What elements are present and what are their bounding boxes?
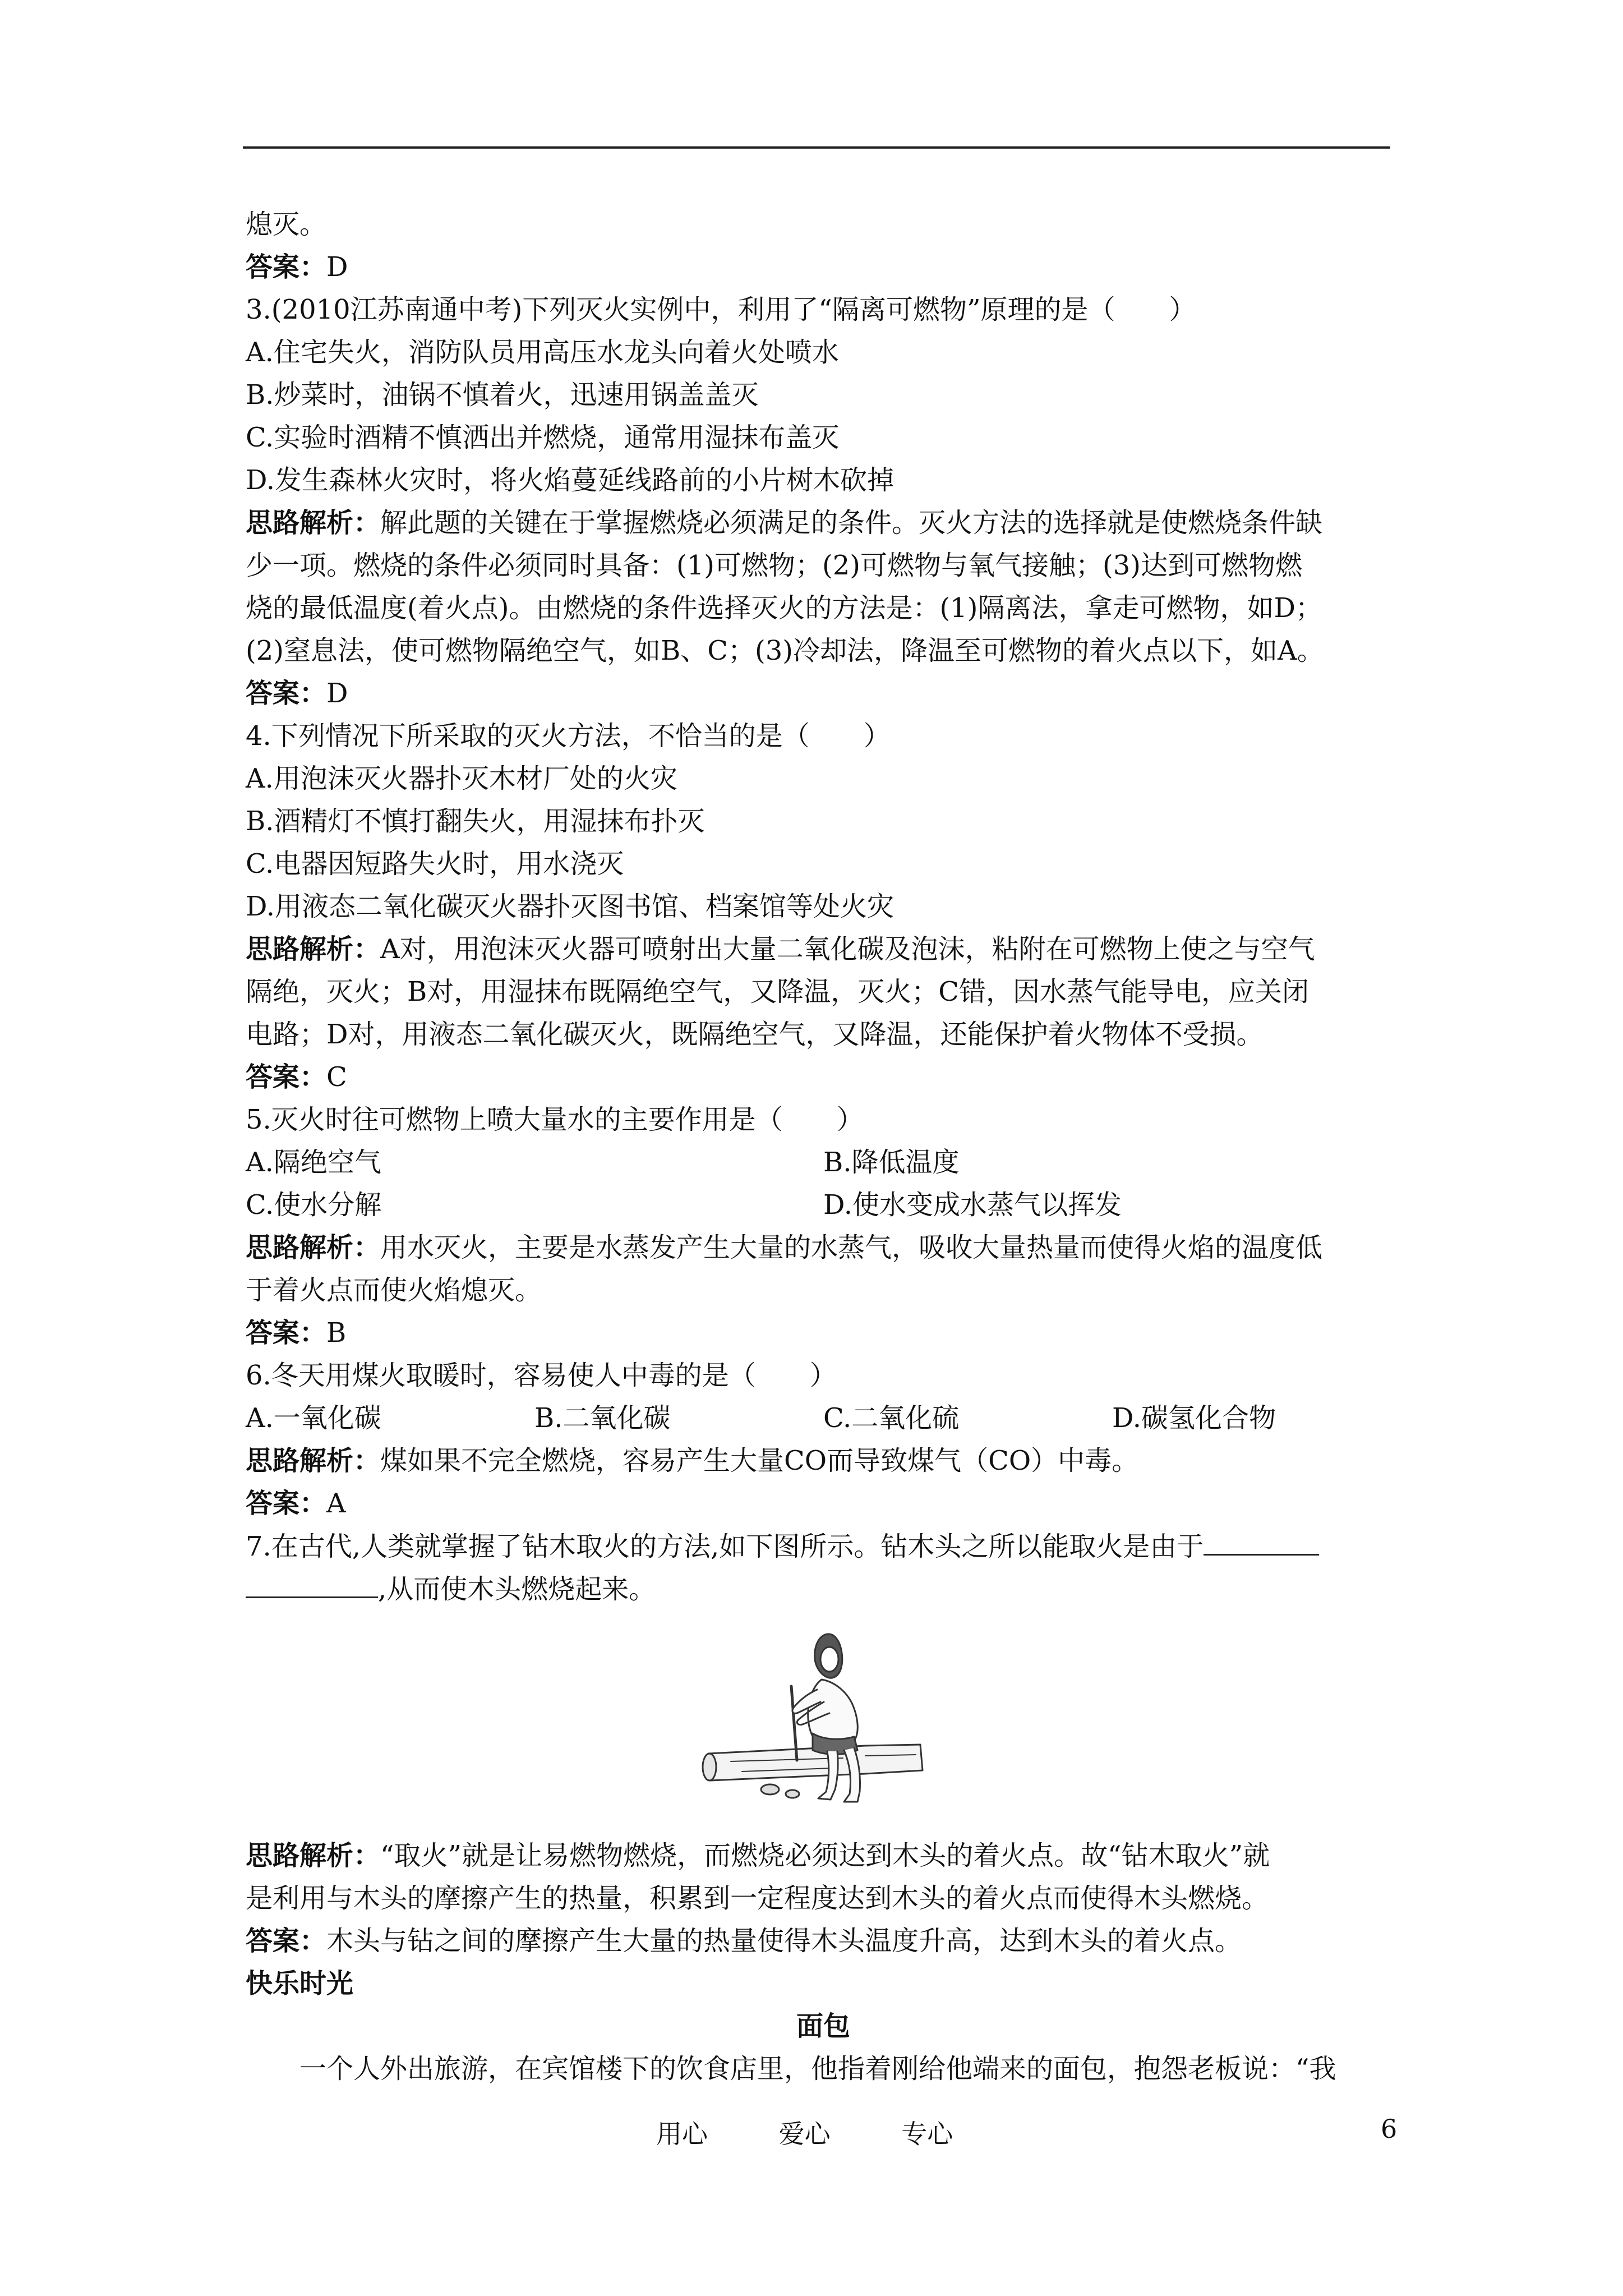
footer-motto (656, 2114, 1016, 2151)
q6-options-row (246, 1397, 1401, 1439)
page-number: 6 (1381, 2114, 1398, 2144)
analysis-text: A对，用泡沫灭火器可喷射出大量二氧化碳及泡沫，粘附在可燃物上使之与空气 (380, 933, 1315, 965)
q5-option-c: C.使水分解 (246, 1189, 382, 1221)
q7-stem-cont (246, 1567, 1401, 1610)
analysis-text: “取火”就是让易燃物燃烧，而燃烧必须达到木头的着火点。故“钻木取火”就 (380, 1840, 1270, 1871)
q4-option-d: D.用液态二氧化碳灭火器扑灭图书馆、档案馆等处火灾 (246, 891, 895, 922)
answer-text: B (326, 1317, 347, 1349)
q3-option-b: B.炒菜时，油锅不慎着火，迅速用锅盖盖灭 (246, 379, 759, 411)
answer-label: 答案： (246, 678, 327, 709)
analysis-text: 用水灭火，主要是水蒸发产生大量的水蒸气，吸收大量热量而使得火焰的温度低 (380, 1232, 1323, 1263)
q4-stem: 4.下列情况下所采取的灭火方法，不恰当的是（ ） (246, 720, 891, 752)
q3-answer (246, 672, 1401, 715)
q4-option-c: C.电器因短路失火时，用水浇灭 (246, 848, 624, 880)
intro-tail: 熄灭。 (246, 209, 327, 240)
q4-option-b: B.酒精灯不慎打翻失火，用湿抹布扑灭 (246, 806, 705, 837)
story-paragraph: 一个人外出旅游，在宾馆楼下的饮食店里，他指着刚给他端来的面包，抱怨老板说：“我 (299, 2053, 1336, 2085)
answer-text: D (326, 251, 348, 283)
answer-text: A (326, 1488, 346, 1519)
q7-analysis-line: 是利用与木头的摩擦产生的热量，积累到一定程度达到木头的着火点而使得木头燃烧。 (246, 1883, 1269, 1914)
analysis-label: 思路解析： (246, 1840, 381, 1871)
q7-analysis (246, 1834, 1401, 1877)
q7-stem-text: 7.在古代,人类就掌握了钻木取火的方法,如下图所示。钻木头之所以能取火是由于 (246, 1531, 1204, 1562)
story-title: 面包 (796, 2010, 850, 2042)
answer-text: 木头与钻之间的摩擦产生大量的热量使得木头温度升高，达到木头的着火点。 (326, 1925, 1242, 1957)
caveman-drilling-fire-illustration (697, 1623, 933, 1820)
q3-option-c: C.实验时酒精不慎洒出并燃烧，通常用湿抹布盖灭 (246, 422, 840, 453)
q4-analysis-line: 电路；D对，用液态二氧化碳灭火，既隔绝空气，又降温，还能保护着火物体不受损。 (246, 1019, 1264, 1050)
answer-label: 答案： (246, 1061, 327, 1093)
q5-option-a: A.隔绝空气 (246, 1147, 381, 1178)
answer-label: 答案： (246, 1317, 327, 1349)
analysis-text: 煤如果不完全燃烧，容易产生大量CO而导致煤气（CO）中毒。 (380, 1445, 1139, 1476)
answer-blank (246, 1567, 378, 1598)
motto-item: 专心 (901, 2119, 953, 2149)
answer-label: 答案： (246, 251, 327, 283)
q7-answer (246, 1920, 1401, 1962)
q3-option-a: A.住宅失火，消防队员用高压水龙头向着火处喷水 (246, 337, 839, 368)
analysis-label: 思路解析： (246, 1445, 381, 1476)
q5-stem: 5.灭火时往可燃物上喷大量水的主要作用是（ ） (246, 1104, 864, 1135)
q3-analysis-line: 烧的最低温度(着火点)。由燃烧的条件选择灭火的方法是：(1)隔离法，拿走可燃物，如D； (246, 592, 1322, 624)
q7-stem-text: ,从而使木头燃烧起来。 (378, 1573, 656, 1605)
q3-analysis-line: (2)窒息法，使可燃物隔绝空气，如B、C；(3)冷却法，降温至可燃物的着火点以下，如A。 (246, 635, 1324, 666)
q6-answer (246, 1482, 1401, 1525)
q5-analysis (246, 1226, 1401, 1269)
answer-label: 答案： (246, 1925, 327, 1957)
fire-drilling-figure (246, 1623, 1401, 1823)
q4-answer (246, 1056, 1401, 1098)
analysis-label: 思路解析： (246, 933, 381, 965)
answer-label: 答案： (246, 1488, 327, 1519)
q6-option-c: C.二氧化硫 (823, 1402, 960, 1434)
answer-text: C (326, 1061, 347, 1093)
q6-option-b: B.二氧化碳 (534, 1402, 671, 1434)
q6-stem: 6.冬天用煤火取暖时，容易使人中毒的是（ ） (246, 1360, 837, 1391)
analysis-text: 解此题的关键在于掌握燃烧必须满足的条件。灭火方法的选择就是使燃烧条件缺 (380, 507, 1323, 539)
q4-option-a: A.用泡沫灭火器扑灭木材厂处的火灾 (246, 763, 677, 794)
q7-stem (246, 1525, 1401, 1567)
header-rule (243, 146, 1390, 149)
q5-options-row-2 (246, 1184, 1401, 1226)
analysis-label: 思路解析： (246, 507, 381, 539)
q5-answer (246, 1312, 1401, 1354)
q3-stem: 3.(2010江苏南通中考)下列灭火实例中，利用了“隔离可燃物”原理的是（ ） (246, 294, 1196, 325)
q3-analysis-line: 少一项。燃烧的条件必须同时具备：(1)可燃物；(2)可燃物与氧气接触；(3)达到可燃物燃 (246, 550, 1302, 581)
q5-option-d: D.使水变成水蒸气以挥发 (823, 1189, 1122, 1221)
q6-option-a: A.一氧化碳 (246, 1402, 381, 1434)
q6-option-d: D.碳氢化合物 (1112, 1402, 1276, 1434)
q2-answer (246, 246, 1401, 288)
q4-analysis-line: 隔绝，灭火；B对，用湿抹布既隔绝空气，又降温，灭火；C错，因水蒸气能导电，应关闭 (246, 976, 1310, 1007)
q3-option-d: D.发生森林火灾时，将火焰蔓延线路前的小片树木砍掉 (246, 464, 895, 496)
q5-analysis-line: 于着火点而使火焰熄灭。 (246, 1274, 542, 1306)
q5-option-b: B.降低温度 (823, 1147, 960, 1178)
analysis-label: 思路解析： (246, 1232, 381, 1263)
motto-item: 爱心 (778, 2119, 831, 2149)
page-content (246, 203, 1401, 2090)
q4-analysis (246, 928, 1401, 970)
answer-text: D (326, 678, 348, 709)
motto-item: 用心 (656, 2119, 708, 2149)
section-title: 快乐时光 (246, 1968, 354, 1999)
answer-blank (1204, 1525, 1319, 1556)
q6-analysis (246, 1439, 1401, 1482)
q5-options-row-1 (246, 1141, 1401, 1184)
q3-analysis (246, 501, 1401, 544)
